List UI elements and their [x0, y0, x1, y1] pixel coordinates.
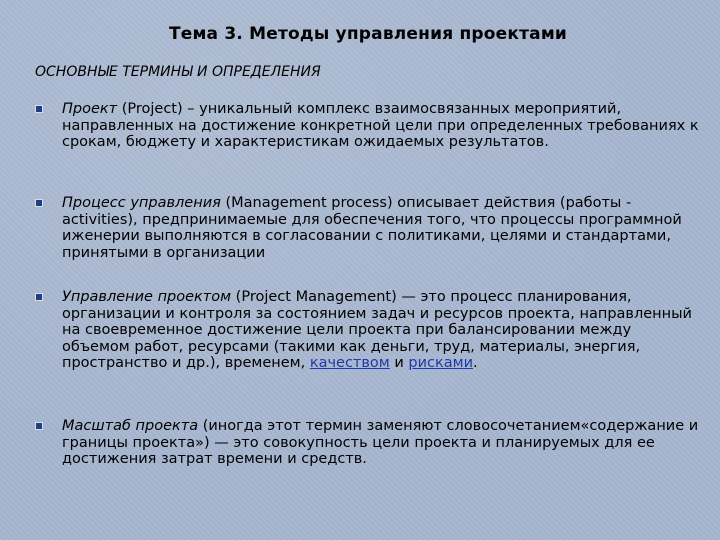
risks-link[interactable]: рисками [408, 355, 473, 371]
bullet-square-icon [36, 106, 42, 112]
term-label: Масштаб проекта [62, 418, 199, 434]
definition-body: (иногда этот термин заменяют словосочетанием«содержание и границы проекта») — это совокупность цели проекта и планируемых для ее достижения затрат времени и средств. [62, 418, 699, 467]
term-label: Управление проектом [62, 289, 232, 305]
definition-text [62, 418, 700, 468]
definition-body: (Management process) описывает действия (работы - activities), предпринимаемые для обеспечения того, что процессы программной иженерии выполняются в согласовании с политиками, целями и стандартами, принятыми в организации [62, 195, 682, 261]
bullet-square-icon [36, 423, 42, 429]
term-label: Проект [62, 101, 118, 117]
definition-text [62, 101, 700, 151]
conjunction-text: и [389, 355, 409, 371]
definition-management-process [36, 195, 700, 261]
section-subtitle: ОСНОВНЫЕ ТЕРМИНЫ И ОПРЕДЕЛЕНИЯ [35, 64, 321, 80]
slide-title: Тема 3. Методы управления проектами [168, 24, 568, 44]
term-label: Процесс управления [62, 195, 221, 211]
definition-text [62, 289, 700, 372]
definition-body: (Project) – уникальный комплекс взаимосвязанных мероприятий, направленных на достижение конкретной цели при определенных требованиях к срокам, бюджету и характеристикам ожидаемых результатов. [62, 101, 699, 150]
sentence-end: . [473, 355, 478, 371]
definition-project-management [36, 289, 700, 372]
bullet-square-icon [36, 294, 42, 300]
definition-body: (Project Management) — это процесс планирования, организации и контроля за состоянием задач и ресурсов проекта, направленный на своевременное достижение цели проекта при балансировании между объемом работ, ресурсами (такими как деньги, труд, материалы, энергия, пространство и др.), временем, [62, 289, 692, 371]
definition-project [36, 101, 700, 151]
definition-text [62, 195, 700, 261]
bullet-square-icon [36, 200, 42, 206]
definition-project-scope [36, 418, 700, 468]
quality-link[interactable]: качеством [309, 355, 390, 371]
